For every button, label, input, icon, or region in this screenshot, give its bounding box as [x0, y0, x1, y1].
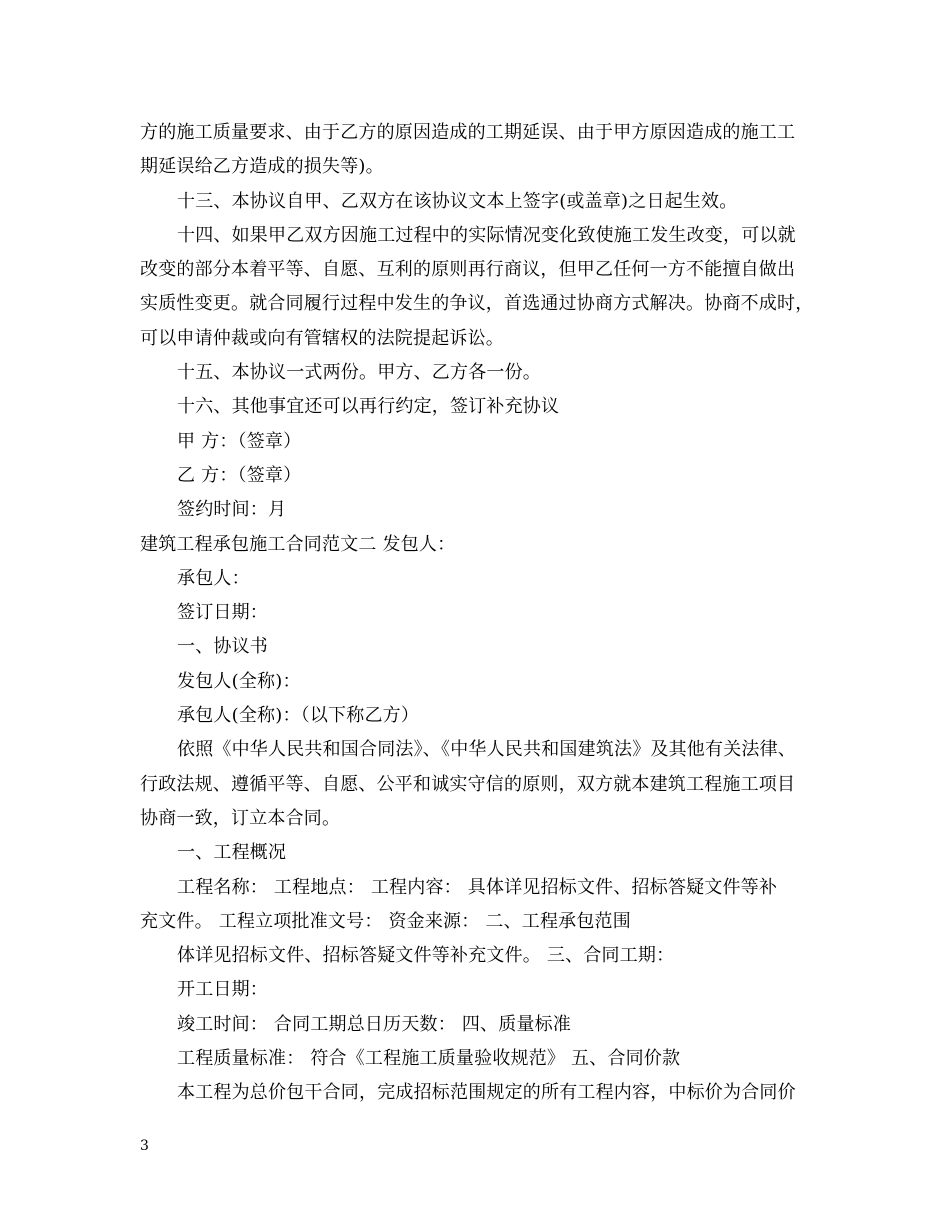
text-line: 本工程为总价包干合同，完成招标范围规定的所有工程内容，中标价为合同价 [177, 1082, 796, 1104]
text-line: 充文件。 工程立项批准文号： 资金来源： 二、工程承包范围 [140, 910, 631, 932]
text-line: 十四、如果甲乙双方因施工过程中的实际情况变化致使施工发生改变，可以就 [177, 224, 796, 246]
text-line: 行政法规、遵循平等、自愿、公平和诚实守信的原则，双方就本建筑工程施工项目 [140, 773, 796, 795]
text-line: 竣工时间： 合同工期总日历天数： 四、质量标准 [177, 1013, 572, 1035]
page-number: 3 [140, 1138, 149, 1154]
text-line: 乙 方：（签章） [177, 464, 302, 486]
text-line: 签约时间：月 [177, 499, 287, 521]
text-line: 可以申请仲裁或向有管辖权的法院提起诉讼。 [140, 327, 504, 349]
text-line: 工程名称： 工程地点： 工程内容： 具体详见招标文件、招标答疑文件等补 [177, 876, 778, 898]
text-line: 十五、本协议一式两份。甲方、乙方各一份。 [177, 362, 541, 384]
text-line: 体详见招标文件、招标答疑文件等补充文件。 三、合同工期： [177, 945, 675, 967]
text-line: 甲 方：（签章） [177, 430, 302, 452]
text-line: 建筑工程承包施工合同范文二 发包人： [140, 533, 456, 555]
text-line: 期延误给乙方造成的损失等)。 [140, 156, 384, 178]
text-line: 开工日期： [177, 979, 268, 1001]
text-line: 十六、其他事宜还可以再行约定，签订补充协议 [177, 396, 560, 418]
text-line: 发包人(全称)： [177, 670, 301, 692]
text-line: 协商一致，订立本合同。 [140, 807, 341, 829]
text-line: 承包人(全称)：（以下称乙方） [177, 705, 420, 727]
text-line: 依照《中华人民共和国合同法》、《中华人民共和国建筑法》及其他有关法律、 [177, 739, 796, 761]
text-line: 一、协议书 [177, 636, 268, 658]
text-line: 改变的部分本着平等、自愿、互利的原则再行商议，但甲乙任何一方不能擅自做出 [140, 259, 796, 281]
text-line: 签订日期： [177, 602, 268, 624]
text-line: 实质性变更。就合同履行过程中发生的争议，首选通过协商方式解决。协商不成时， [140, 293, 814, 315]
document-body [140, 116, 840, 1111]
text-line: 一、工程概况 [177, 842, 287, 864]
text-line: 承包人： [177, 567, 250, 589]
text-line: 工程质量标准： 符合《工程施工质量验收规范》 五、合同价款 [177, 1048, 681, 1070]
text-line: 十三、本协议自甲、乙双方在该协议文本上签字(或盖章)之日起生效。 [177, 190, 738, 212]
text-line: 方的施工质量要求、由于乙方的原因造成的工期延误、由于甲方原因造成的施工工 [140, 122, 796, 143]
